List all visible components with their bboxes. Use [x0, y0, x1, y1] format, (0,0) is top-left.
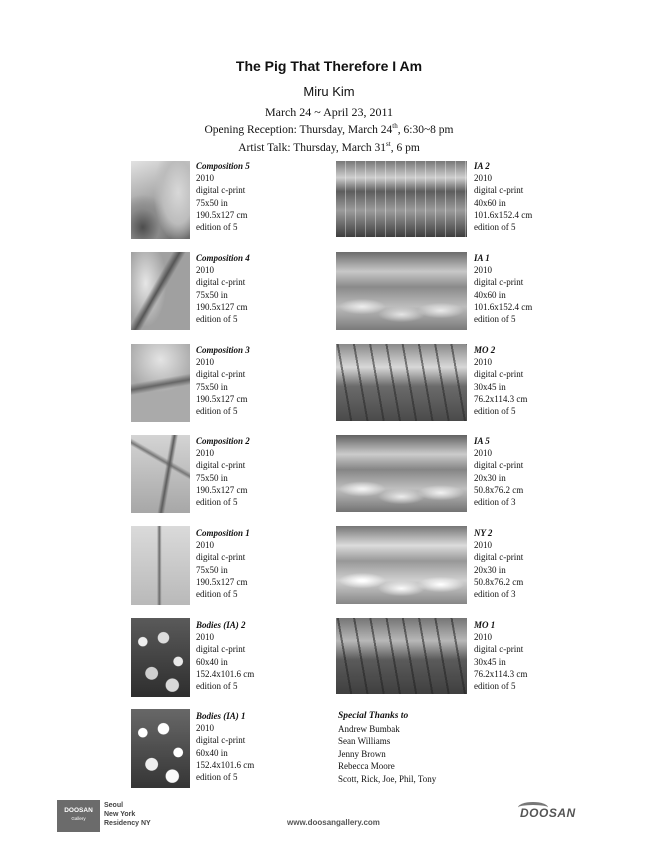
- artwork-size-cm: 101.6x152.4 cm: [474, 209, 533, 220]
- exhibition-dates: March 24 ~ April 23, 2011: [264, 105, 394, 119]
- artwork-thumbnail: [131, 344, 190, 422]
- artwork-size-in: 75x50 in: [196, 381, 228, 392]
- artist-talk: Artist Talk: Thursday, March 31st, 6 pm: [238, 140, 420, 154]
- artwork-year: 2010: [196, 632, 214, 643]
- artwork-title: Composition 5: [196, 161, 250, 171]
- artwork-info: [196, 344, 250, 417]
- artwork-title: Composition 4: [196, 253, 250, 263]
- thanks-name: Andrew Bumbak: [338, 723, 400, 734]
- artwork-medium: digital c-print: [474, 277, 524, 288]
- artwork-thumbnail: [131, 618, 190, 697]
- artwork-size-cm: 76.2x114.3 cm: [474, 668, 528, 679]
- artwork-thumbnail: [131, 252, 190, 330]
- artwork-medium: digital c-print: [196, 644, 246, 655]
- artwork-title: Bodies (IA) 1: [196, 711, 246, 721]
- thanks-name: Jenny Brown: [338, 748, 386, 759]
- artwork-info: [196, 435, 250, 508]
- artwork-edition: edition of 5: [196, 497, 238, 508]
- artwork-year: 2010: [474, 173, 492, 184]
- artwork-edition: edition of 5: [196, 681, 238, 692]
- artwork-title: NY 2: [474, 528, 493, 538]
- artwork-year: 2010: [474, 632, 492, 643]
- artwork-size-cm: 50.8x76.2 cm: [474, 576, 524, 587]
- artwork-title: MO 2: [474, 345, 496, 355]
- artwork-edition: edition of 5: [196, 772, 238, 783]
- artwork-size-in: 30x45 in: [474, 381, 506, 392]
- artwork-title: Composition 3: [196, 345, 250, 355]
- artwork-thumbnail: [131, 526, 190, 605]
- artwork-medium: digital c-print: [474, 644, 524, 655]
- artwork-info: [196, 252, 250, 325]
- artwork-thumbnail: [336, 161, 467, 237]
- residency-label: Seoul New York Residency NY: [104, 802, 151, 827]
- artwork-thumbnail: [336, 344, 467, 421]
- artwork-size-in: 75x50 in: [196, 472, 228, 483]
- artwork-medium: digital c-print: [196, 735, 246, 746]
- thanks-name: Rebecca Moore: [338, 761, 395, 772]
- artwork-edition: edition of 3: [474, 497, 516, 508]
- artwork-size-in: 20x30 in: [474, 472, 506, 483]
- artwork-edition: edition of 5: [474, 406, 516, 417]
- artwork-year: 2010: [196, 540, 214, 551]
- thanks-name: Sean Williams: [338, 736, 391, 747]
- artist-name: Miru Kim: [303, 84, 355, 99]
- artwork-size-cm: 152.4x101.6 cm: [196, 668, 255, 679]
- artwork-thumbnail: [131, 161, 190, 239]
- artwork-info: [474, 527, 523, 600]
- artwork-info: [474, 160, 532, 233]
- artwork-size-cm: 101.6x152.4 cm: [474, 301, 533, 312]
- artwork-thumbnail: [336, 526, 467, 604]
- artwork-edition: edition of 5: [196, 222, 238, 233]
- artwork-edition: edition of 5: [196, 406, 238, 417]
- artwork-medium: digital c-print: [196, 552, 246, 563]
- artwork-size-cm: 190.5x127 cm: [196, 576, 248, 587]
- artwork-info: [474, 252, 532, 325]
- opening-reception: Opening Reception: Thursday, March 24th, 6:30~8 pm: [204, 122, 454, 136]
- artwork-title: Composition 2: [196, 436, 250, 446]
- artwork-info: [196, 619, 254, 692]
- artwork-thumbnail: [336, 435, 467, 512]
- page-title: The Pig That Therefore I Am: [235, 58, 423, 74]
- gallery-website: www.doosangallery.com: [287, 818, 380, 827]
- artwork-thumbnail: [131, 435, 190, 513]
- artwork-edition: edition of 5: [196, 314, 238, 325]
- artwork-info: [474, 344, 527, 417]
- artwork-title: Bodies (IA) 2: [196, 620, 246, 630]
- artwork-size-in: 75x50 in: [196, 289, 228, 300]
- artwork-info: [196, 710, 254, 783]
- artwork-year: 2010: [196, 173, 214, 184]
- artwork-info: [196, 160, 250, 233]
- artwork-thumbnail: [336, 252, 467, 330]
- special-thanks-title: Special Thanks to: [338, 711, 409, 721]
- artwork-year: 2010: [196, 448, 214, 459]
- artwork-year: 2010: [474, 357, 492, 368]
- gallery-logo: [57, 800, 100, 832]
- artwork-size-cm: 50.8x76.2 cm: [474, 484, 524, 495]
- artwork-medium: digital c-print: [196, 460, 246, 471]
- artwork-edition: edition of 5: [474, 681, 516, 692]
- artwork-edition: edition of 5: [474, 314, 516, 325]
- artwork-size-cm: 190.5x127 cm: [196, 301, 248, 312]
- artwork-year: 2010: [474, 265, 492, 276]
- artwork-size-cm: 190.5x127 cm: [196, 484, 248, 495]
- artwork-size-in: 40x60 in: [474, 197, 506, 208]
- artwork-info: [196, 527, 250, 600]
- artwork-title: Composition 1: [196, 528, 250, 538]
- artwork-medium: digital c-print: [474, 552, 524, 563]
- artwork-size-in: 60x40 in: [196, 747, 228, 758]
- artwork-medium: digital c-print: [474, 185, 524, 196]
- artwork-medium: digital c-print: [474, 369, 524, 380]
- artwork-size-in: 30x45 in: [474, 656, 506, 667]
- artwork-thumbnail: [131, 709, 190, 788]
- doosan-brand-logo: DOOSAN: [520, 806, 576, 820]
- artwork-medium: digital c-print: [196, 277, 246, 288]
- artwork-edition: edition of 3: [474, 589, 516, 600]
- artwork-thumbnail: [336, 618, 467, 694]
- artwork-size-cm: 152.4x101.6 cm: [196, 759, 255, 770]
- gallery-logo-sub: Gallery: [71, 816, 86, 821]
- thanks-name: Scott, Rick, Joe, Phil, Tony: [338, 773, 437, 784]
- gallery-logo-text: DOOSAN: [64, 807, 93, 814]
- artwork-title: MO 1: [474, 620, 496, 630]
- artwork-size-in: 75x50 in: [196, 564, 228, 575]
- artwork-year: 2010: [196, 265, 214, 276]
- artwork-size-in: 40x60 in: [474, 289, 506, 300]
- artwork-year: 2010: [196, 723, 214, 734]
- artwork-title: IA 2: [474, 161, 490, 171]
- artwork-title: IA 5: [474, 436, 490, 446]
- artwork-medium: digital c-print: [196, 185, 246, 196]
- special-thanks: [338, 710, 436, 786]
- artwork-title: IA 1: [474, 253, 490, 263]
- artwork-edition: edition of 5: [196, 589, 238, 600]
- artwork-size-in: 75x50 in: [196, 197, 228, 208]
- artwork-size-in: 60x40 in: [196, 656, 228, 667]
- artwork-size-cm: 190.5x127 cm: [196, 393, 248, 404]
- artwork-size-cm: 76.2x114.3 cm: [474, 393, 528, 404]
- artwork-size-cm: 190.5x127 cm: [196, 209, 248, 220]
- artwork-edition: edition of 5: [474, 222, 516, 233]
- artwork-year: 2010: [474, 540, 492, 551]
- artwork-year: 2010: [474, 448, 492, 459]
- artwork-info: [474, 619, 527, 692]
- artwork-year: 2010: [196, 357, 214, 368]
- artwork-medium: digital c-print: [196, 369, 246, 380]
- artwork-info: [474, 435, 523, 508]
- artwork-size-in: 20x30 in: [474, 564, 506, 575]
- artwork-medium: digital c-print: [474, 460, 524, 471]
